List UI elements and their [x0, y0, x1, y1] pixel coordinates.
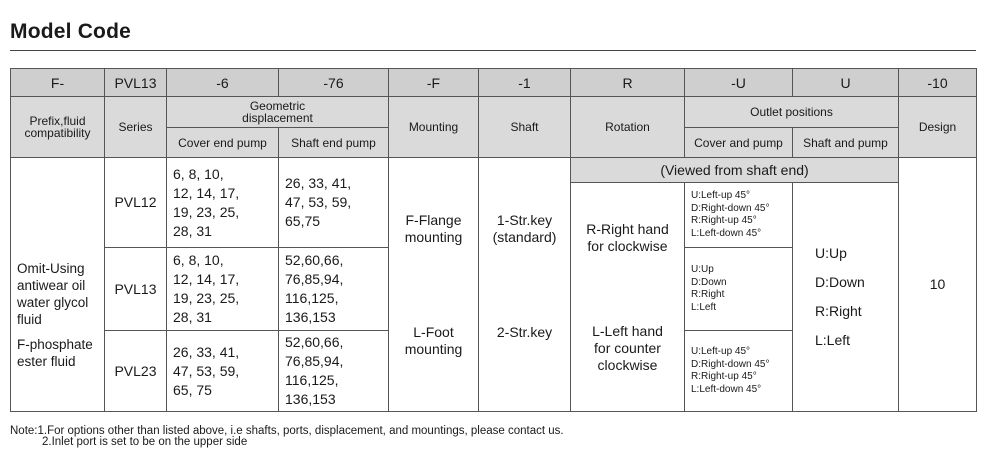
title-rule	[10, 50, 976, 51]
design-header: Design	[899, 97, 977, 158]
code-cell: F-	[11, 69, 105, 97]
note-line: Note:1.For options other than listed above, i.e shafts, ports, displacement, and mountings, please contact us.	[10, 425, 564, 437]
code-cell: -10	[899, 69, 977, 97]
prefix-header: Prefix,fluid compatibility	[11, 97, 105, 158]
shaft-options: 1-Str.key (standard) 2-Str.key	[479, 158, 571, 412]
cover-and-pump-header: Cover and pump	[685, 128, 793, 158]
code-cell: U	[793, 69, 899, 97]
cover-end-pump-header: Cover end pump	[167, 128, 279, 158]
note-line: 2.Inlet port is set to be on the upper side	[42, 436, 248, 448]
code-row	[11, 69, 977, 97]
code-cell: PVL13	[105, 69, 167, 97]
footnote	[10, 426, 564, 448]
cover-end-displacement: 6, 8, 10, 12, 14, 17, 19, 23, 25, 28, 31	[167, 248, 279, 331]
header-row	[11, 97, 977, 128]
shaft-end-displacement: 52,60,66, 76,85,94, 116,125, 136,153	[279, 331, 389, 412]
code-cell: -1	[479, 69, 571, 97]
code-cell: -76	[279, 69, 389, 97]
shaft-and-pump-header: Shaft and pump	[793, 128, 899, 158]
model-code-table	[10, 68, 977, 412]
shaft-end-displacement: 26, 33, 41, 47, 53, 59, 65,75	[279, 158, 389, 248]
series-cell: PVL23	[105, 331, 167, 412]
prefix-options: Omit-Using antiwear oil water glycol fluid F-phosphate ester fluid	[11, 158, 105, 412]
shaft-header: Shaft	[479, 97, 571, 158]
shaft-outlet-options: U:Up D:Down R:Right L:Left	[793, 183, 899, 412]
mounting-options: F-Flange mounting L-Foot mounting	[389, 158, 479, 412]
cover-end-displacement: 6, 8, 10, 12, 14, 17, 19, 23, 25, 28, 31	[167, 158, 279, 248]
outlet-positions-header: Outlet positions	[685, 97, 899, 128]
geometric-displacement-header: Geometric displacement	[167, 97, 389, 128]
series-header: Series	[105, 97, 167, 158]
series-cell: PVL13	[105, 248, 167, 331]
page-title: Model Code	[10, 20, 131, 43]
cover-outlet-options: U:Left-up 45° D:Right-down 45° R:Right-up 45° L:Left-down 45°	[685, 183, 793, 248]
mounting-header: Mounting	[389, 97, 479, 158]
design-value: 10	[899, 158, 977, 412]
shaft-end-displacement: 52,60,66, 76,85,94, 116,125, 136,153	[279, 248, 389, 331]
shaft-end-pump-header: Shaft end pump	[279, 128, 389, 158]
code-cell: -6	[167, 69, 279, 97]
series-cell: PVL12	[105, 158, 167, 248]
rotation-header: Rotation	[571, 97, 685, 158]
cover-outlet-options: U:Left-up 45° D:Right-down 45° R:Right-up 45° L:Left-down 45°	[685, 331, 793, 412]
code-cell: -F	[389, 69, 479, 97]
rotation-options: R-Right hand for clockwise L-Left hand for counter clockwise	[571, 183, 685, 412]
viewed-from-shaft-end: (Viewed from shaft end)	[571, 158, 899, 183]
table-row	[11, 158, 977, 183]
cover-outlet-options: U:Up D:Down R:Right L:Left	[685, 248, 793, 331]
code-cell: R	[571, 69, 685, 97]
code-cell: -U	[685, 69, 793, 97]
cover-end-displacement: 26, 33, 41, 47, 53, 59, 65, 75	[167, 331, 279, 412]
